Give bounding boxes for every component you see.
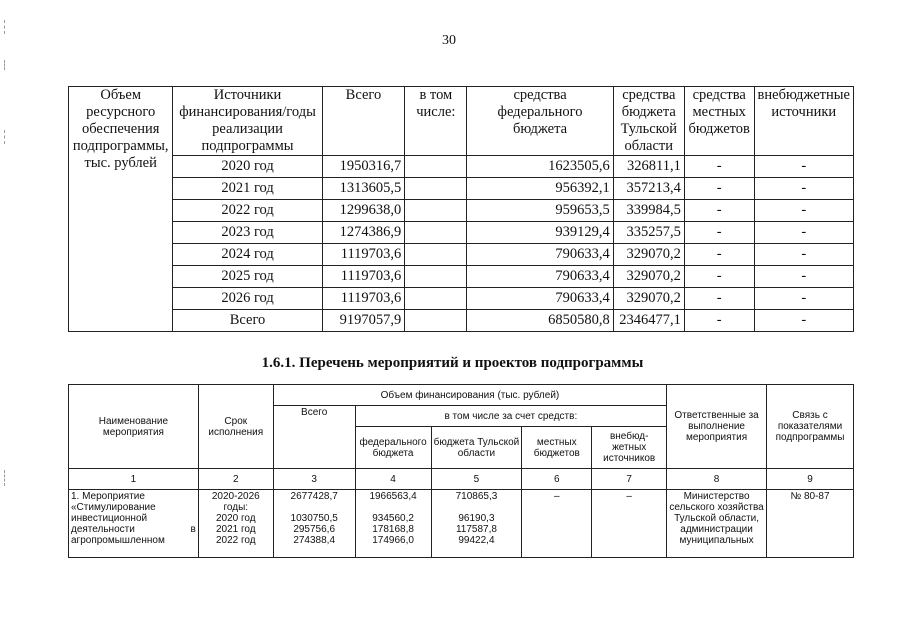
table-row: [69, 200, 854, 222]
empty-cell: [405, 200, 467, 222]
term-line: годы:: [223, 502, 249, 513]
index-cell: 3: [273, 469, 355, 490]
table-row: [69, 156, 854, 178]
ext-cell: -: [754, 310, 854, 332]
index-cell: 8: [667, 469, 767, 490]
reg-cell: 357213,4: [613, 178, 684, 200]
index-cell: 4: [355, 469, 431, 490]
loc-cell: –: [522, 490, 592, 558]
reg-cell: 329070,2: [613, 288, 684, 310]
total-cell: 1274386,9: [322, 222, 405, 244]
page-number: 30: [442, 33, 456, 48]
reg-cell: 329070,2: [613, 244, 684, 266]
ext-cell: -: [754, 156, 854, 178]
total-cell: [273, 490, 355, 558]
reg-cell: [431, 490, 522, 558]
ext-cell: -: [754, 178, 854, 200]
header-responsible: Ответственные за выполнение мероприятия: [667, 385, 767, 469]
measure-name-line: агропромышленном: [71, 535, 165, 546]
resource-table: [68, 86, 854, 332]
year-cell: 2026 год: [173, 288, 322, 310]
table-row-total: [69, 310, 854, 332]
header-link: Связь с показателями подпрограммы: [767, 385, 854, 469]
value-line: 934560,2: [372, 513, 414, 524]
header-cell: Источники финансирования/годы реализации подпрограммы: [173, 87, 322, 156]
value-line: 1030750,5: [290, 513, 338, 524]
header-fed: федерального бюджета: [355, 427, 431, 469]
value-line: 178168,8: [372, 524, 414, 535]
index-cell: 5: [431, 469, 522, 490]
empty-cell: [405, 156, 467, 178]
total-cell: 1950316,7: [322, 156, 405, 178]
loc-cell: -: [684, 266, 754, 288]
ext-cell: -: [754, 222, 854, 244]
index-cell: 1: [69, 469, 199, 490]
loc-cell: -: [684, 222, 754, 244]
fed-cell: 1623505,6: [467, 156, 613, 178]
year-cell: 2025 год: [173, 266, 322, 288]
header-cell: средства местных бюджетов: [684, 87, 754, 156]
table-row: [69, 266, 854, 288]
responsible-line: муниципальных: [679, 535, 754, 546]
measure-name-line: «Стимулирование: [71, 502, 156, 513]
term-line: 2020-2026: [211, 491, 260, 502]
total-cell: 1313605,5: [322, 178, 405, 200]
header-total: Всего: [273, 406, 355, 469]
total-cell: 1119703,6: [322, 266, 405, 288]
fed-cell: 790633,4: [467, 266, 613, 288]
measure-name-line: 1. Мероприятие: [71, 491, 145, 502]
header-reg: бюджета Тульской области: [431, 427, 522, 469]
empty-cell: [405, 222, 467, 244]
header-loc: местных бюджетов: [522, 427, 592, 469]
term-cell: [198, 490, 273, 558]
fed-cell: 790633,4: [467, 288, 613, 310]
loc-cell: -: [684, 288, 754, 310]
fed-cell: [355, 490, 431, 558]
responsible-line: сельского хозяйства: [669, 502, 764, 513]
ext-cell: -: [754, 244, 854, 266]
reg-cell: 326811,1: [613, 156, 684, 178]
header-ext: внебюд-жетных источников: [592, 427, 667, 469]
year-cell: 2023 год: [173, 222, 322, 244]
year-cell: Всего: [173, 310, 322, 332]
loc-cell: -: [684, 156, 754, 178]
fed-cell: 790633,4: [467, 244, 613, 266]
header-cell: внебюджетные источники: [754, 87, 854, 156]
term-line: 2021 год: [215, 524, 256, 535]
header-term: Срок исполнения: [198, 385, 273, 469]
responsible-line: Тульской области,: [674, 513, 760, 524]
header-cell: средства бюджета Тульской области: [613, 87, 684, 156]
value-line: 96190,3: [458, 513, 495, 524]
term-line: 2022 год: [215, 535, 256, 546]
responsible-cell: [667, 490, 767, 558]
fed-cell: 956392,1: [467, 178, 613, 200]
header-name: Наименование мероприятия: [69, 385, 199, 469]
value-line: 274388,4: [293, 535, 336, 546]
ext-cell: -: [754, 266, 854, 288]
ext-cell: –: [592, 490, 667, 558]
value-line: 2677428,7: [290, 491, 338, 502]
empty-cell: [405, 288, 467, 310]
fed-cell: 959653,5: [467, 200, 613, 222]
total-cell: 1119703,6: [322, 244, 405, 266]
table-row: [69, 288, 854, 310]
value-line: 174966,0: [372, 535, 414, 546]
responsible-line: администрации: [680, 524, 753, 535]
total-cell: 1299638,0: [322, 200, 405, 222]
table-row: [69, 244, 854, 266]
header-incl: в том числе за счет средств:: [355, 406, 667, 427]
value-line: 99422,4: [458, 535, 495, 546]
responsible-line: Министерство: [683, 491, 750, 502]
index-cell: 9: [767, 469, 854, 490]
measure-name-line: деятельности: [71, 524, 135, 535]
row-header: Объем ресурсного обеспечения подпрограммы, тыс. рублей: [72, 87, 169, 171]
table-row: [69, 178, 854, 200]
link-cell: № 80-87: [767, 490, 854, 558]
measures-table: [68, 384, 854, 558]
reg-cell: 335257,5: [613, 222, 684, 244]
ext-cell: -: [754, 288, 854, 310]
empty-cell: [405, 266, 467, 288]
value-line: 1966563,4: [369, 491, 417, 502]
loc-cell: -: [684, 178, 754, 200]
empty-cell: [405, 310, 467, 332]
total-cell: 9197057,9: [322, 310, 405, 332]
reg-cell: 2346477,1: [613, 310, 684, 332]
year-cell: 2024 год: [173, 244, 322, 266]
value-line: 710865,3: [455, 491, 498, 502]
year-cell: 2020 год: [173, 156, 322, 178]
reg-cell: 329070,2: [613, 266, 684, 288]
loc-cell: -: [684, 244, 754, 266]
loc-cell: -: [684, 310, 754, 332]
reg-cell: 339984,5: [613, 200, 684, 222]
index-row: [69, 469, 854, 490]
value-line: 117587,8: [455, 524, 497, 535]
index-cell: 6: [522, 469, 592, 490]
term-line: 2020 год: [215, 513, 256, 524]
measure-name-cell: [69, 490, 199, 558]
row-header-cell: [69, 87, 173, 332]
header-cell: Всего: [322, 87, 405, 156]
table-row: [69, 222, 854, 244]
header-volume: Объем финансирования (тыс. рублей): [273, 385, 666, 406]
fed-cell: 939129,4: [467, 222, 613, 244]
total-cell: 1119703,6: [322, 288, 405, 310]
fed-cell: 6850580,8: [467, 310, 613, 332]
index-cell: 2: [198, 469, 273, 490]
empty-cell: [405, 244, 467, 266]
measure-name-word: в: [190, 524, 196, 535]
index-cell: 7: [592, 469, 667, 490]
value-line: 295756,6: [293, 524, 336, 535]
header-cell: в том числе:: [405, 87, 467, 156]
loc-cell: -: [684, 200, 754, 222]
section-heading: 1.6.1. Перечень мероприятий и проектов подпрограммы: [261, 355, 644, 371]
ext-cell: -: [754, 200, 854, 222]
measure-row: [69, 490, 854, 558]
header-cell: средства федерального бюджета: [467, 87, 613, 156]
year-cell: 2022 год: [173, 200, 322, 222]
year-cell: 2021 год: [173, 178, 322, 200]
empty-cell: [405, 178, 467, 200]
measure-name-line: инвестиционной: [71, 513, 148, 524]
